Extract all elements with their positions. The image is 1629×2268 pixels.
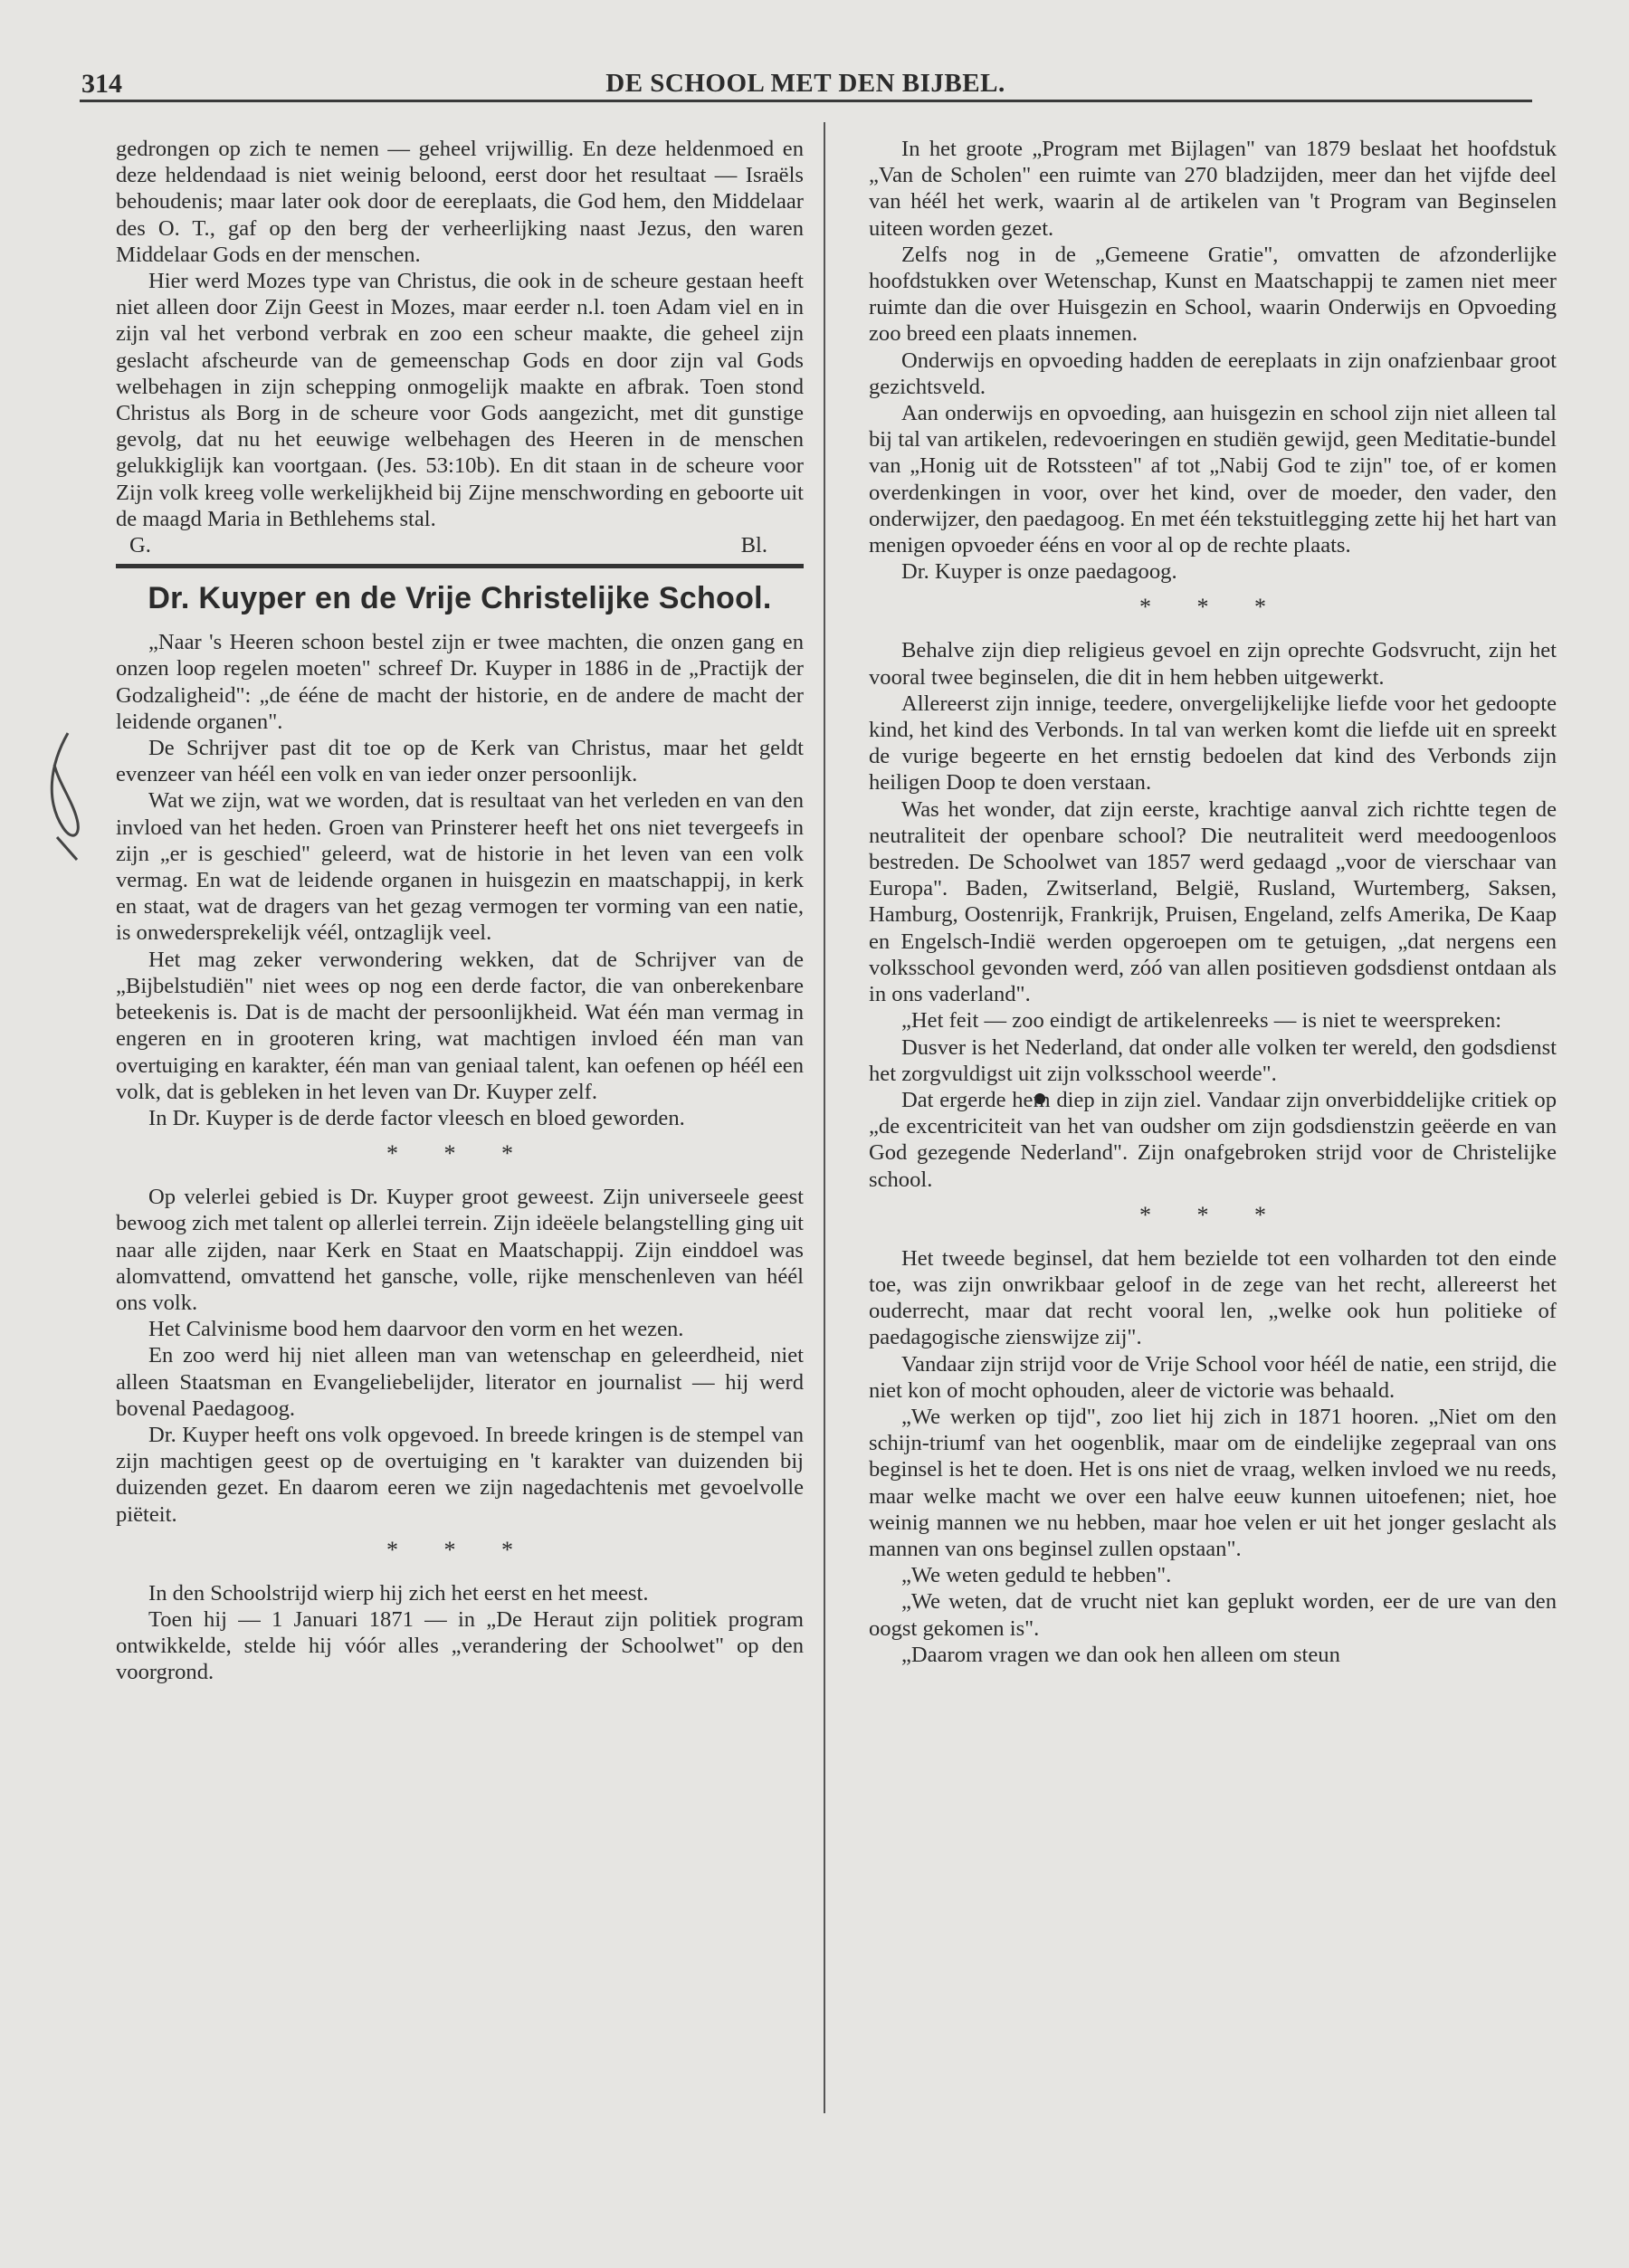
paragraph: In het groote „Program met Bijlagen" van 1879 beslaat het hoofdstuk „Van de Scholen" een ruimte van 270 bladzijden, meer dan het vijfde deel van héél het werk, waarin al de artikelen van 't Program van Beginselen uiteen worden gezet. xyxy=(869,137,1557,241)
paragraph: De Schrijver past dit toe op de Kerk van Christus, maar het geldt evenzeer van héél een volk en van ieder onzer persoonlijk. xyxy=(116,736,804,787)
paragraph: „We weten, dat de vrucht niet kan geplukt worden, eer de ure van den oogst gekomen is". xyxy=(869,1589,1557,1641)
paragraph: „Het feit — zoo eindigt de artikelenreeks — is niet te weerspreken: xyxy=(901,1008,1502,1034)
article-title: Dr. Kuyper en de Vrije Christelijke School. xyxy=(148,581,772,616)
header-rule xyxy=(80,100,1532,102)
paragraph: In den Schoolstrijd wierp hij zich het eerst en het meest. xyxy=(148,1580,649,1606)
paragraph: Dat ergerde hem diep in zijn ziel. Vandaar zijn onverbiddelijke critiek op „de excentriciteit van het van oudsher om zijn godsdienstzin geëerde en van God gezegende Nederland". Zijn onafgebroken strijd voor de Christelijke school. xyxy=(869,1087,1557,1192)
paragraph: Onderwijs en opvoeding hadden de eereplaats in zijn onafzienbaar groot gezichtsveld. xyxy=(869,348,1557,399)
page-number: 314 xyxy=(81,69,122,99)
paragraph: Hier werd Mozes type van Christus, die ook in de scheure gestaan heeft niet alleen door Zijn Geest in Mozes, maar eerder n.l. toen Adam viel en in zijn val het verbond verbrak en zoo een scheur maakte, die geheel zijn geslacht afscheurde van de gemeenschap Gods en door zijn val Gods welbehagen in zijn schepping onmogelijk maakte en afbrak. Toen stond Christus als Borg in de scheure voor Gods aangezicht, met dit gunstige gevolg, dat nu het eeuwige welbehagen des Heeren in de menschen gelukkiglijk kan voortgaan. (Jes. 53:10b). En dit staan in de scheure voor Zijn volk kreeg volle werkelijkheid bij Zijne menschwording en geboorte uit de maagd Maria in Bethlehems stal. xyxy=(116,269,804,531)
paragraph: Vandaar zijn strijd voor de Vrije School voor héél de natie, een strijd, die niet kon of mocht ophouden, aleer de victorie was behaald. xyxy=(869,1351,1557,1403)
paragraph: „We weten geduld te hebben". xyxy=(901,1563,1172,1588)
section-stars: * * * xyxy=(1139,594,1286,621)
paragraph: Toen hij — 1 Januari 1871 — in „De Heraut zijn politiek program ontwikkelde, stelde hij vóór alles „verandering der Schoolwet" op den voorgrond. xyxy=(116,1606,804,1685)
pencil-mark-icon xyxy=(41,729,90,864)
section-stars: * * * xyxy=(386,1140,533,1167)
page-header xyxy=(81,69,1529,114)
column-divider xyxy=(824,122,825,2113)
paragraph: Dr. Kuyper heeft ons volk opgevoed. In breede kringen is de stempel van zijn machtigen geest op de overtuiging en 't karakter van duizenden bij duizenden gezet. En daarom eeren we zijn nagedachtenis met gevoelvolle piëteit. xyxy=(116,1422,804,1527)
paragraph: „Daarom vragen we dan ook hen alleen om steun xyxy=(901,1642,1340,1667)
paragraph: Dusver is het Nederland, dat onder alle volken ter wereld, den godsdienst het zorgvuldigst uit zijn volksschool weerde". xyxy=(869,1034,1557,1086)
paragraph: „We werken op tijd", zoo liet hij zich in 1871 hooren. „Niet om den schijn-triumf van het oogenblik, maar om de eindelijke zegepraal van ons beginsel is het te doen. Het is ons niet de vraag, welken invloed we nu reeds, maar welke macht we over een halve eeuw kunnen uitoefenen; niet, hoe weinig mannen we nu hebben, maar hoe velen er uit het jonger geslacht als mannen van ons beginsel zullen opstaan". xyxy=(869,1404,1557,1561)
running-title: DE SCHOOL MET DEN BIJBEL. xyxy=(605,69,1005,98)
paragraph: gedrongen op zich te nemen — geheel vrijwillig. En deze heldenmoed en deze heldendaad is niet weinig beloond, eerst door het resultaat — Israëls behoudenis; maar later ook door de eereplaats, die God hem, den Middelaar des O. T., gaf op den berg der verheerlijking naast Jezus, den waren Middelaar Gods en der menschen. xyxy=(116,137,804,267)
section-stars: * * * xyxy=(386,1536,533,1563)
paragraph: „Naar 's Heeren schoon bestel zijn er twee machten, die onzen gang en onzen loop regelen moeten" schreef Dr. Kuyper in 1886 in de „Practijk der Godzaligheid": „de ééne de macht der historie, en de andere de macht der leidende organen". xyxy=(116,630,804,734)
paragraph: In Dr. Kuyper is de derde factor vleesch en bloed geworden. xyxy=(148,1105,685,1130)
section-stars: * * * xyxy=(1139,1201,1286,1228)
right-column xyxy=(869,136,1557,1668)
paragraph: Wat we zijn, wat we worden, dat is resultaat van het verleden en van den invloed van het heden. Groen van Prinsterer heeft het ons niet tevergeefs in zijn „er is geschied" geleerd, wat de historie in het leven van een volk vermag. En wat de leidende organen in huisgezin en maatschappij, in kerk en staat, wat de dragers van het gezag vermogen ter vorming van een natie, is onwedersprekelijk véél, ontzaglijk veel. xyxy=(116,788,804,946)
paragraph: Was het wonder, dat zijn eerste, krachtige aanval zich richtte tegen de neutraliteit der openbare school? Die neutraliteit werd meedoogenloos bestreden. De Schoolwet van 1857 werd gedaagd „voor de vierschaar van Europa". Baden, Zwitserland, België, Rusland, Wurtemberg, Saksen, Hamburg, Oostenrijk, Frankrijk, Pruisen, Engeland, zelfs Amerika, De Kaap en Engelsch-Indië werden opgeroepen om te getuigen, „dat nergens een volksschool gevonden werd, zóó van allen positieven godsdienst ontdaan als in ons vaderland". xyxy=(869,796,1557,1007)
paragraph: Aan onderwijs en opvoeding, aan huisgezin en school zijn niet alleen tal bij tal van artikelen, redevoeringen en studiën gewijd, geen Meditatie-bundel van „Honig uit de Rotssteen" af tot „Nabij God te zijn" toe, of er komen overdenkingen in voor, over het kind, over de moeder, den vader, den onderwijzer, den paedagoog. En met één tekstuitlegging zette hij het hart van menigen opvoeder ééns en voor al op de rechte plaats. xyxy=(869,401,1557,558)
section-divider xyxy=(116,564,804,568)
paragraph: Dr. Kuyper is onze paedagoog. xyxy=(901,559,1177,585)
signature xyxy=(116,532,804,558)
paragraph: Het mag zeker verwondering wekken, dat de Schrijver van de „Bijbelstudiën" niet wees op nog een derde factor, die van onberekenbare beteekenis is. Dat is de macht der persoonlijkheid. Wat één man vermag in engeren en in grooteren kring, wat machtigen invloed één man van overtuiging en karakter, één man van geniaal talent, kan oefenen op héél een volk, dat is gebleken in het leven van Dr. Kuyper zelf. xyxy=(116,947,804,1104)
signature-initial: G. xyxy=(129,533,151,558)
paragraph: Het tweede beginsel, dat hem bezielde tot een volharden tot den einde toe, was zijn onwrikbaar geloof in de zege van het recht, allereerst het ouderrecht, maar dat recht vooral len, „welke ook hun politieke of paedagogische zienswijze zij". xyxy=(869,1245,1557,1350)
paragraph: Op velerlei gebied is Dr. Kuyper groot geweest. Zijn universeele geest bewoog zich met talent op allerlei terrein. Zijn ideëele belangstelling ging uit naar alle zijden, naar Kerk en Staat en Maatschappij. Zijn einddoel was alomvattend, omvattend het gansche, volle, rijke menschenleven van héél ons volk. xyxy=(116,1185,804,1315)
signature-initials: Bl. xyxy=(740,533,767,558)
paragraph: Behalve zijn diep religieus gevoel en zijn oprechte Godsvrucht, zijn het vooral twee beginselen, die dit in hem hebben uitgewerkt. xyxy=(869,638,1557,690)
paragraph: Het Calvinisme bood hem daarvoor den vorm en het wezen. xyxy=(148,1317,684,1342)
paragraph: Allereerst zijn innige, teedere, onvergelijkelijke liefde voor het gedoopte kind, het kind des Verbonds. In tal van werken komt die liefde uit en spreekt de vurige begeerte en het ernstig bedoelen dat kind des Verbonds zijn heiligen Doop te doen verstaan. xyxy=(869,691,1557,796)
paragraph: Zelfs nog in de „Gemeene Gratie", omvatten de afzonderlijke hoofdstukken over Wetenschap, Kunst en Maatschappij te zamen niet meer ruimte dan die over Huisgezin en School, waarin Onderwijs en Opvoeding zoo breed een plaats innemen. xyxy=(869,242,1557,347)
paragraph: En zoo werd hij niet alleen man van wetenschap en geleerdheid, niet alleen Staatsman en Evangeliebelijder, literator en journalist — hij werd bovenal Paedagoog. xyxy=(116,1343,804,1421)
left-column xyxy=(116,136,804,1686)
